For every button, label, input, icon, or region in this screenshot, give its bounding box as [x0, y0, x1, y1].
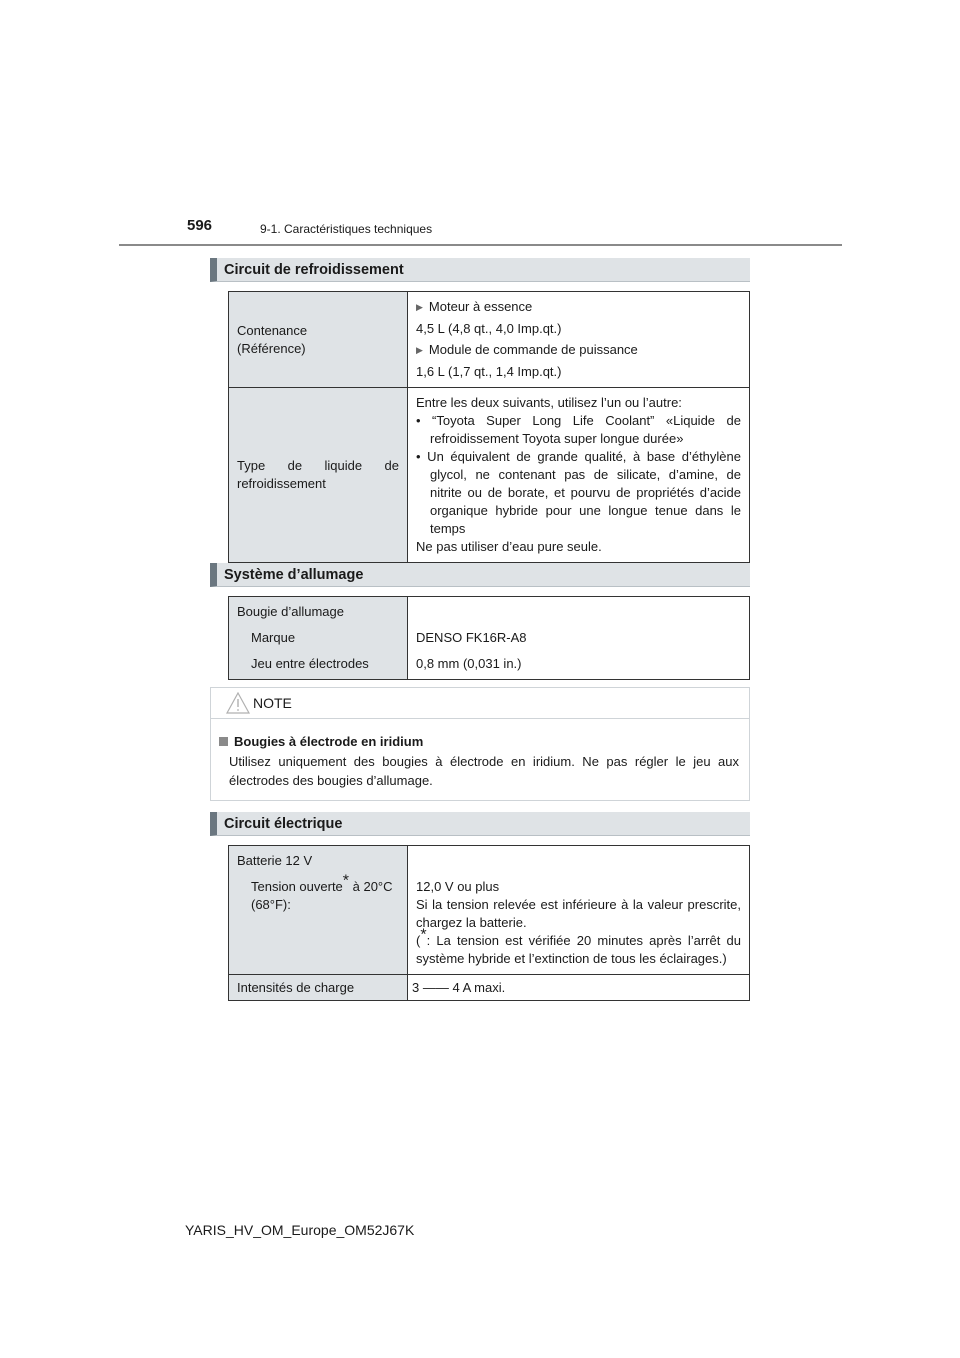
brand-label: Marque [251, 630, 296, 645]
footnote-star: * [420, 926, 427, 944]
note-box [210, 687, 750, 801]
coolant-bullet-1: • “Toyota Super Long Life Coolant” «Liquide de refroidissement Toyota super longue durée» [416, 413, 741, 446]
footnote-paren: ( [416, 933, 421, 948]
capacity-label [229, 292, 408, 388]
pcu-value: 1,6 L (1,7 qt., 1,4 Imp.qt.) [416, 364, 562, 379]
chapter-title: 9-1. Caractéristiques techniques [260, 222, 433, 236]
page-number: 596 [187, 217, 213, 234]
voltage-footnote [416, 926, 741, 968]
spark-plug-values [408, 597, 750, 680]
table-row [229, 388, 750, 563]
spark-plug-labels [229, 597, 408, 680]
battery-label: Batterie 12 V [237, 853, 313, 868]
voltage-hint: Si la tension relevée est inférieure à la valeur prescrite, chargez la batterie. [416, 897, 741, 930]
section-ignition-title: Système d’allumage [224, 567, 364, 583]
engine-value: 4,5 L (4,8 qt., 4,0 Imp.qt.) [416, 321, 562, 336]
header-rule [119, 244, 842, 246]
battery-values [408, 846, 750, 975]
table-row [229, 597, 750, 680]
note-header [211, 688, 749, 719]
gap-value: 0,8 mm (0,031 in.) [416, 656, 522, 671]
coolant-bullet-2: • Un équivalent de grande qualité, à base d’éthylène glycol, ne contenant pas de silicate, d’amine, de nitrite ou de borate, et pourvu de propriétés d’acide organique hybride pour une longue tenue dans le temps [416, 449, 741, 536]
cooling-table [228, 291, 750, 563]
voltage-label-text: Tension ouverte [251, 879, 343, 894]
voltage-value: 12,0 V ou plus [416, 879, 500, 894]
voltage-label [237, 872, 399, 914]
note-text: Utilisez uniquement des bougies à électrode en iridium. Ne pas régler le jeu aux électrodes des bougies d’allumage. [229, 754, 739, 788]
capacity-label-text: Contenance (Référence) [237, 322, 308, 356]
note-heading: Bougies à électrode en iridium [219, 732, 739, 751]
footer-code: YARIS_HV_OM_Europe_OM52J67K [185, 1222, 415, 1238]
footnote-text: : La tension est vérifiée 20 minutes après l’arrêt du système hybride et l’extinction de tous les éclairages.) [416, 933, 741, 966]
spark-plug-label: Bougie d’allumage [237, 604, 344, 619]
table-row [229, 846, 750, 975]
footnote-star: * [342, 872, 350, 890]
section-ignition [210, 563, 750, 587]
brand-value: DENSO FK16R-A8 [416, 630, 527, 645]
coolant-type-value [408, 388, 750, 563]
battery-labels [229, 846, 408, 975]
pcu-label: ▶ Module de commande de puissance [416, 341, 741, 359]
coolant-intro: Entre les deux suivants, utilisez l’un ou l’autre: [416, 395, 682, 410]
electrical-table [228, 845, 750, 1001]
note-title: NOTE [253, 695, 292, 711]
coolant-type-label-text: Type de liquide de refroidissement [237, 458, 399, 491]
voltage-label-temp: à 20°C (68°F): [251, 879, 393, 912]
engine-label: ▶ Moteur à essence [416, 298, 741, 316]
charge-value: 3 —— 4 A maxi. [408, 975, 750, 1001]
section-electrical [210, 812, 750, 836]
capacity-value [408, 292, 750, 388]
section-cooling-title: Circuit de refroidissement [224, 262, 404, 278]
warning-icon [226, 692, 250, 714]
section-electrical-title: Circuit électrique [224, 816, 343, 832]
ignition-table [228, 596, 750, 680]
table-row [229, 292, 750, 388]
coolant-type-label [229, 388, 408, 563]
coolant-outro: Ne pas utiliser d’eau pure seule. [416, 539, 602, 554]
table-row [229, 975, 750, 1001]
section-cooling [210, 258, 750, 282]
gap-label: Jeu entre électrodes [251, 656, 369, 671]
charge-label: Intensités de charge [229, 975, 408, 1001]
note-body [219, 732, 739, 790]
